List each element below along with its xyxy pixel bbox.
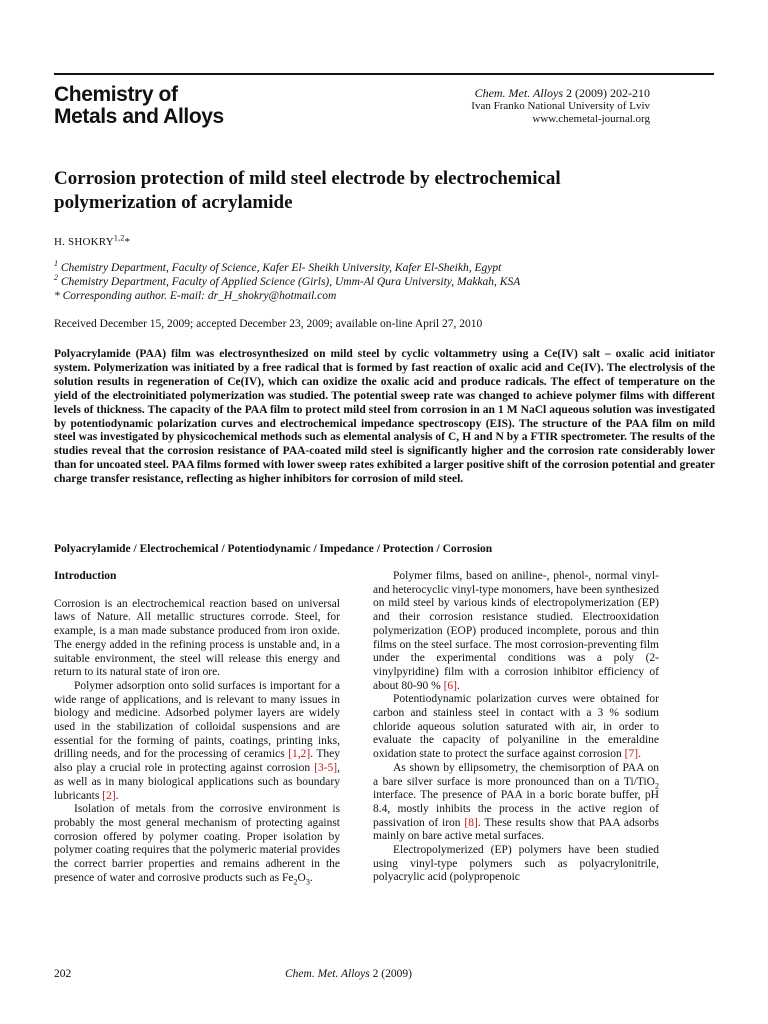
journal-citation	[471, 87, 650, 100]
author-name: H. SHOKRY	[54, 236, 114, 248]
footer-journal: Chem. Met. Alloys	[285, 968, 370, 980]
paragraph-5	[373, 693, 659, 762]
affiliation-1	[54, 261, 520, 275]
paragraph-1: Corrosion is an electrochemical reaction based on universal laws of Nature. All metallic structures corrode. Steel, for example, is a man made substance produced from iron oxide. The energy added in the refining process is unstable and, in a suitable environment, the steel will release this energy and return to its natural state of iron ore.	[54, 597, 340, 679]
reference-link[interactable]: [6]	[443, 679, 458, 692]
paragraph-2-text-d: .	[115, 789, 119, 802]
logo-line-2: Metals and Alloys	[54, 105, 224, 128]
affiliation-1-num: 1	[54, 259, 58, 269]
paragraph-2-text-b: . They also play a crucial role in protecting against corrosion	[54, 748, 341, 775]
paragraph-3	[54, 803, 340, 885]
keywords: Polyacrylamide / Electrochemical / Potentiodynamic / Impedance / Protection / Corrosion	[54, 543, 493, 555]
university: Ivan Franko National University of Lviv	[471, 100, 650, 112]
corresponding-author: * Corresponding author. E-mail: dr_H_shokry@hotmail.com	[54, 290, 337, 302]
column-right	[373, 570, 659, 885]
reference-link[interactable]: [7]	[624, 748, 639, 761]
affiliations	[54, 261, 520, 303]
paragraph-2	[54, 680, 340, 803]
subscript: 2	[655, 780, 659, 790]
journal-info	[471, 87, 650, 126]
affiliation-2	[54, 275, 520, 289]
section-heading-introduction: Introduction	[54, 570, 117, 582]
article-dates: Received December 15, 2009; accepted December 23, 2009; available on-line April 27, 2010	[54, 318, 483, 330]
author-line	[54, 233, 131, 248]
author-corresponding-star: *	[124, 236, 131, 248]
paragraph-3-text-a: Isolation of metals from the corrosive environment is probably the most general mechanism of protecting against corrosion offered by polymer coating. Proper isolation by polymer coating requires that the polymeric material provides the correct barrier properties and remains adherent in the presence of water and corrosive products such as Fe	[54, 803, 340, 884]
citation-volume: 2 (2009) 202-210	[563, 86, 650, 100]
subscript: 2	[293, 877, 298, 887]
paragraph-2-text-a: Polymer adsorption onto solid surfaces is important for a wide range of applications, and is relevant to many issues in biology and medicine. Adsorbed polymer layers are widely used in the stabilization of colloidal suspensions and are essential for the forming of paints, coatings, printing inks, drilling needs, and for the processing of ceramics	[54, 679, 340, 761]
page-number: 202	[54, 968, 72, 980]
paragraph-6-text-b: interface. The presence of PAA in a boric borate buffer, pH 8.4, mostly inhibits the process in the active region of passivation of iron	[373, 789, 659, 829]
header-rule	[54, 73, 714, 75]
paragraph-6	[373, 762, 659, 844]
footer-citation	[285, 968, 412, 980]
affiliation-1-text: Chemistry Department, Faculty of Science, Kafer El- Sheikh University, Kafer El-Sheikh, Egypt	[58, 262, 502, 274]
abstract: Polyacrylamide (PAA) film was electrosynthesized on mild steel by cyclic voltammetry using a Ce(IV) salt – oxalic acid initiator system. Polymerization was initiated by a free radical that is formed by fast reaction of oxalic acid and Ce(IV). The electrolysis of the solution results in regeneration of Ce(IV), which can oxidize the oxalic acid and produce radicals. The effect of temperature on the yield of the electroinitiated polymerization was studied. The potential sweep rate was changed to achieve polymer films with different levels of thickness. The capacity of the PAA film to protect mild steel from corrosion in an 1 M NaCl aqueous solution was investigated by potentiodynamic polarization curves and electrochemical impedance spectroscopy (EIS). The structure of the PAA film on mild steel was investigated by physicochemical methods such as elemental analysis of C, H and N by a FTIR spectrometer. The results of the studies reveal that the corrosion resistance of PAA-coated mild steel is significantly higher and the corrosion rate considerably lower than for uncoated steel. PAA films formed with lower sweep rates exhibited a larger positive shift of the corrosion potential and greater charge transfer resistance, reflecting as higher inhibitors for corrosion of mild steel.	[54, 348, 715, 486]
article-title: Corrosion protection of mild steel electrode by electrochemical polymerization of acrylamide	[54, 168, 561, 213]
reference-link[interactable]: [2]	[102, 789, 116, 802]
column-left	[54, 570, 340, 885]
paragraph-3-text-c: .	[309, 871, 313, 884]
paragraph-6-text-c: . These results show that PAA adsorbs mainly on bare active metal surfaces.	[373, 816, 659, 843]
reference-link[interactable]: [1,2]	[288, 748, 311, 761]
reference-link[interactable]: [3-5]	[314, 762, 338, 775]
paragraph-5-text-a: Potentiodynamic polarization curves were obtained for carbon and stainless steel in contact with a 3 % sodium chloride aqueous solution saturated with air, in order to evaluate the capacity of polyaniline in the emeraldine oxidation state to protect the surface against corrosion	[373, 693, 659, 761]
paragraph-2-text-c: , as well as in many biological applications such as boundary lubricants	[54, 762, 340, 802]
footer-volume: 2 (2009)	[369, 968, 412, 980]
author-affil-sup: 1,2	[113, 233, 125, 243]
affiliation-2-text: Chemistry Department, Faculty of Applied Science (Girls), Umm-Al Qura University, Makkah, KSA	[58, 276, 521, 288]
paragraph-7: Electropolymerized (EP) polymers have been studied using vinyl-type polymers such as polyacrylonitrile, polyacrylic acid (polypropenoic	[373, 844, 659, 884]
subscript: 3	[305, 877, 310, 887]
paragraph-5-text-b: .	[638, 748, 641, 761]
citation-journal: Chem. Met. Alloys	[474, 86, 563, 100]
reference-link[interactable]: [8]	[464, 816, 478, 829]
logo-line-1: Chemistry of	[54, 83, 178, 106]
paragraph-3-text-b: O	[297, 871, 306, 884]
affiliation-2-num: 2	[54, 273, 58, 283]
paragraph-4-text-a: Polymer films, based on aniline-, phenol-, normal vinyl- and heterocyclic vinyl-type monomers, have been synthesized on mild steel by various kinds of electropolymerization (EP) and their corrosion resistance studied. Electrooxidation polymerization (EOP) produced incomplete, porous and thin films on the steel surface. The most corrosion-preventing film under the experimental conditions was a poly (2-vinylpyridine) film with a corrosion inhibitor efficiency of about 80-90 %	[373, 570, 659, 692]
journal-logo	[54, 84, 224, 128]
paragraph-4-text-b: .	[457, 679, 460, 692]
journal-website[interactable]: www.chemetal-journal.org	[532, 113, 650, 125]
paragraph-4	[373, 570, 659, 693]
paragraph-6-text-a: As shown by ellipsometry, the chemisorption of PAA on a bare silver surface is more pronounced than on a Ti/TiO	[373, 761, 659, 788]
